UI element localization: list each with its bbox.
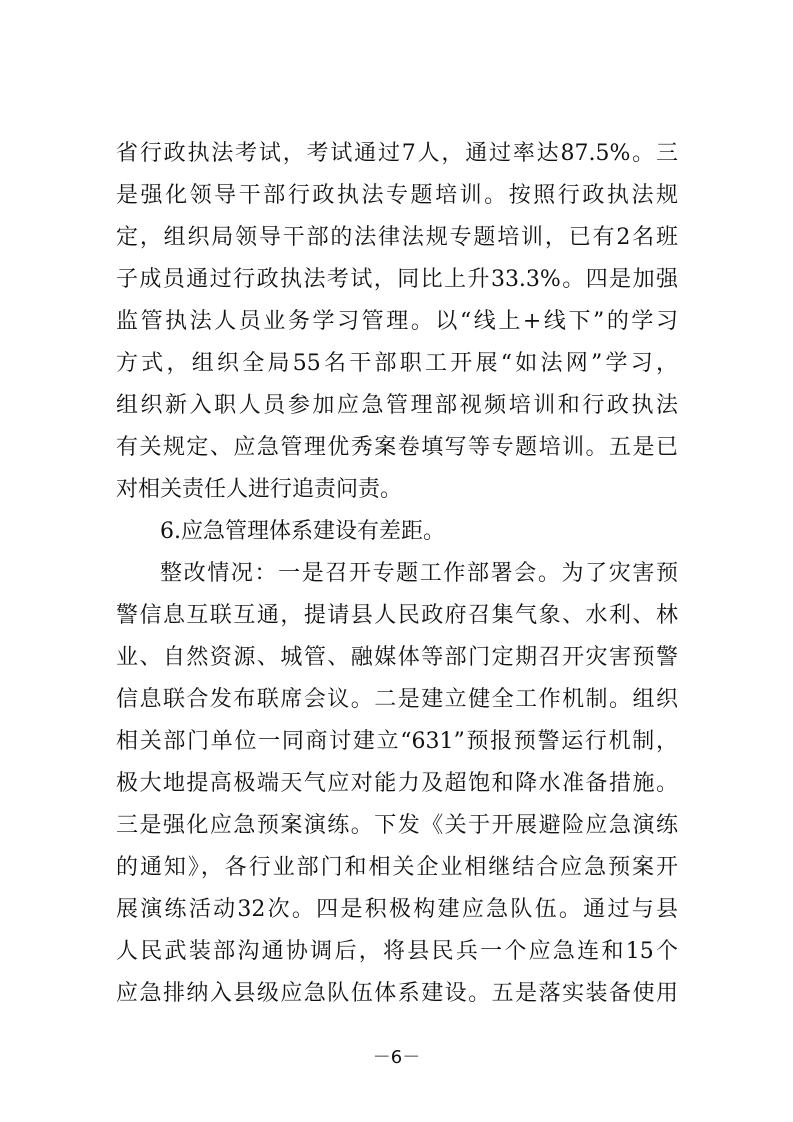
- page-number: －6－: [372, 1047, 421, 1068]
- body-text: [116, 133, 678, 1015]
- text-line: 应急排纳入县级应急队伍体系建设。五是落实装备使用: [116, 981, 678, 1006]
- text-line: 信息联合发布联席会议。二是建立健全工作机制。组织: [116, 687, 678, 712]
- text-line: 定，组织局领导干部的法律法规专题培训，已有2名班: [116, 225, 678, 250]
- text-line: 三是强化应急预案演练。下发《关于开展避险应急演练: [116, 813, 678, 838]
- text-line: 整改情况：一是召开专题工作部署会。为了灾害预: [160, 561, 678, 586]
- text-line: 有关规定、应急管理优秀案卷填写等专题培训。五是已: [116, 435, 678, 460]
- text-line: 方式，组织全局55名干部职工开展“如法网”学习，: [116, 351, 678, 376]
- text-line: 警信息互联互通，提请县人民政府召集气象、水利、林: [116, 603, 678, 628]
- text-line: 人民武装部沟通协调后，将县民兵一个应急连和15个: [116, 939, 678, 964]
- text-line: 子成员通过行政执法考试，同比上升33.3%。四是加强: [116, 267, 678, 292]
- text-line: 业、自然资源、城管、融媒体等部门定期召开灾害预警: [116, 645, 678, 670]
- text-line: 监管执法人员业务学习管理。以“线上+线下”的学习: [116, 309, 678, 334]
- text-line: 组织新入职人员参加应急管理部视频培训和行政执法: [116, 393, 678, 418]
- text-line: 的通知》，各行业部门和相关企业相继结合应急预案开: [116, 855, 678, 880]
- text-line: 展演练活动32次。四是积极构建应急队伍。通过与县: [116, 897, 678, 922]
- text-line: 相关部门单位一同商讨建立“631”预报预警运行机制，: [116, 729, 678, 754]
- text-line: 省行政执法考试，考试通过7人，通过率达87.5%。三: [116, 141, 678, 166]
- text-line: 是强化领导干部行政执法专题培训。按照行政执法规: [116, 183, 678, 208]
- section-heading: 6.应急管理体系建设有差距。: [160, 519, 445, 544]
- text-line: 对相关责任人进行追责问责。: [116, 477, 403, 502]
- text-line: 极大地提高极端天气应对能力及超饱和降水准备措施。: [116, 771, 678, 796]
